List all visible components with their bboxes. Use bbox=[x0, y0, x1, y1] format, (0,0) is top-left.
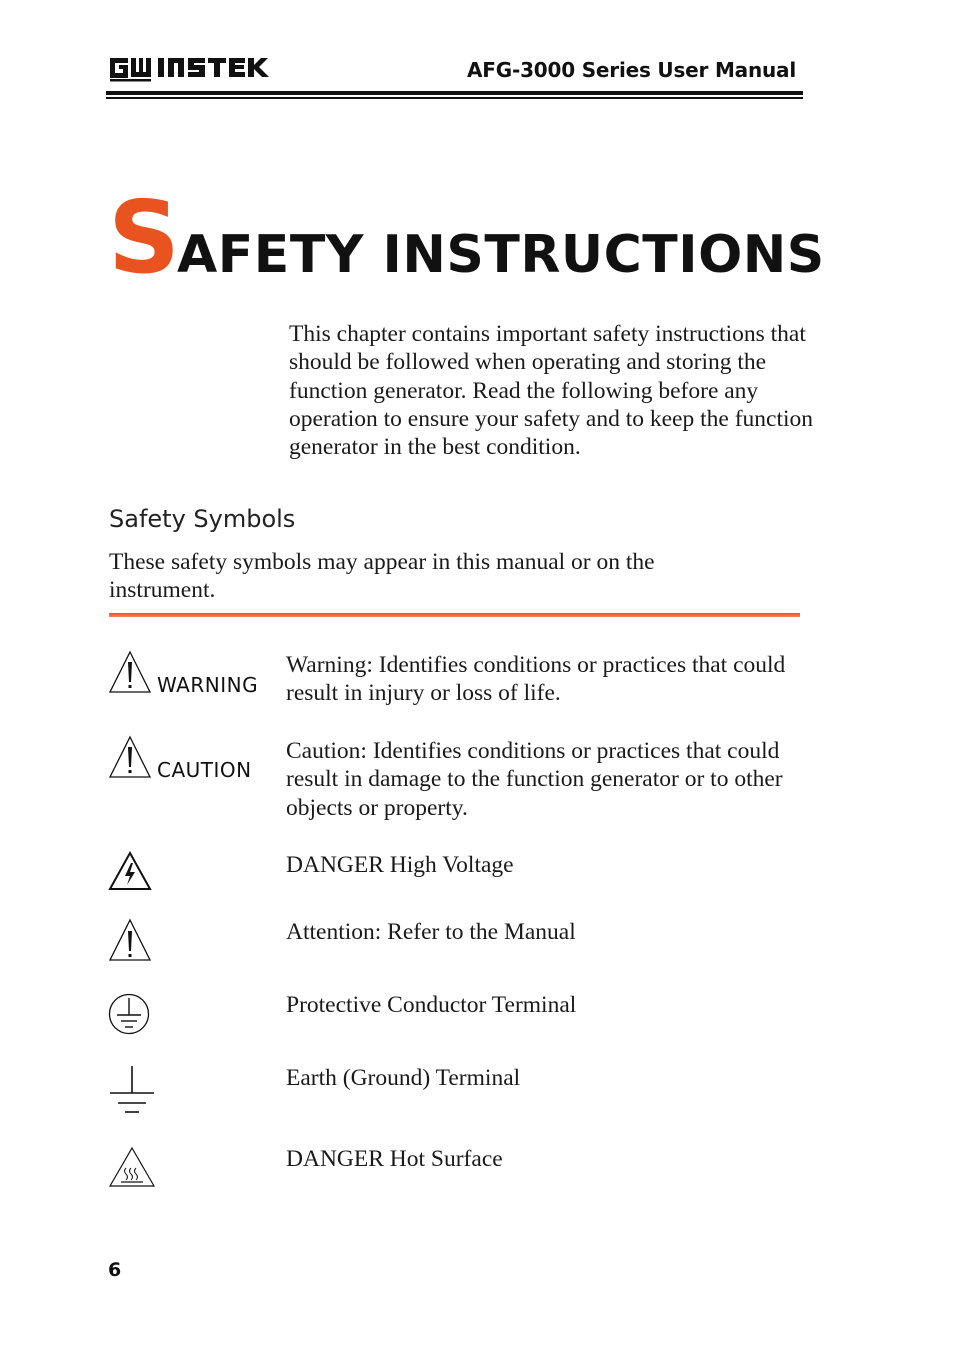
high-voltage-icon bbox=[108, 851, 152, 891]
earth-ground-description: Earth (Ground) Terminal bbox=[286, 1065, 521, 1091]
section-divider bbox=[109, 613, 800, 617]
caution-description: Caution: Identifies conditions or practices that could result in damage to the function generator or to other objects or property. bbox=[286, 738, 783, 821]
caution-label: CAUTION bbox=[157, 758, 252, 782]
hot-surface-description: DANGER Hot Surface bbox=[286, 1146, 503, 1172]
header-divider bbox=[106, 91, 803, 95]
attention-description: Attention: Refer to the Manual bbox=[286, 919, 576, 945]
protective-conductor-icon bbox=[108, 991, 152, 1037]
earth-ground-icon bbox=[108, 1064, 156, 1116]
hot-surface-icon bbox=[108, 1146, 156, 1188]
attention-icon bbox=[108, 918, 152, 962]
gw-instek-logo bbox=[108, 54, 278, 82]
protective-conductor-description: Protective Conductor Terminal bbox=[286, 992, 577, 1018]
manual-title: AFG-3000 Series User Manual bbox=[467, 58, 796, 82]
header-divider-thin bbox=[106, 97, 803, 99]
high-voltage-description: DANGER High Voltage bbox=[286, 852, 514, 878]
chapter-title-initial: S bbox=[108, 179, 178, 296]
chapter-intro: This chapter contains important safety instructions that should be followed when operating and storing the function generator. Read the following before any operation to ensure your safety and to keep the function generator in the best condition. bbox=[289, 321, 814, 461]
caution-triangle-icon bbox=[108, 735, 152, 779]
warning-triangle-icon bbox=[108, 650, 152, 694]
warning-description: Warning: Identifies conditions or practices that could result in injury or loss of life. bbox=[286, 652, 786, 707]
chapter-title bbox=[108, 179, 825, 296]
warning-label: WARNING bbox=[157, 673, 259, 697]
chapter-title-rest: AFETY INSTRUCTIONS bbox=[177, 225, 825, 285]
page-number: 6 bbox=[108, 1259, 122, 1281]
section-heading: Safety Symbols bbox=[109, 505, 296, 533]
section-text: These safety symbols may appear in this manual or on the instrument. bbox=[109, 549, 655, 604]
